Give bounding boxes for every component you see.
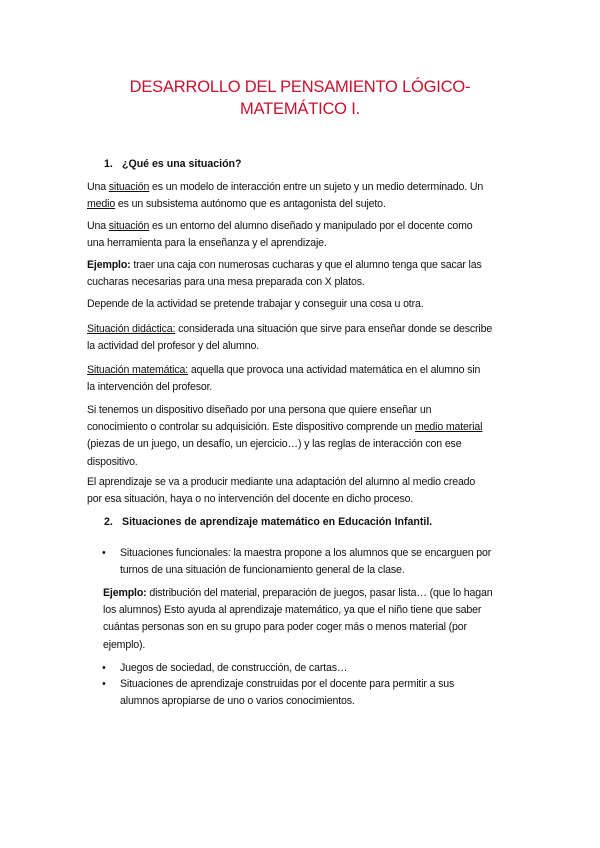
term-situacion-didactica: Situación didáctica: — [87, 323, 176, 335]
list-item-juegos — [120, 660, 516, 677]
text: Situaciones funcionales: la maestra propone a los alumnos que se encarguen por — [120, 547, 492, 559]
term-situacion: situación — [108, 181, 150, 193]
text: conocimiento o controlar su adquisición. Este dispositivo comprende un — [87, 421, 415, 434]
text: la intervención del profesor. — [87, 381, 213, 394]
text: traer una caja con numerosas cucharas y que el alumno tenga que sacar las — [130, 259, 482, 271]
example-label: Ejemplo: — [103, 587, 147, 599]
bullet-icon: • — [102, 547, 106, 559]
text: Una — [87, 181, 109, 193]
paragraph-situacion-definition — [87, 179, 515, 213]
paragraph-situacion-entorno — [87, 218, 515, 252]
paragraph-ejemplo-material — [103, 585, 516, 654]
text: dispositivo. — [87, 455, 138, 468]
paragraph-ejemplo-cucharas — [87, 257, 515, 291]
text: distribución del material, preparación de juegos, pasar lista… (que lo hagan — [146, 587, 493, 599]
section-2-heading: Situaciones de aprendizaje matemático en Educación Infantil. — [122, 516, 433, 528]
list-item-situaciones-funcionales — [120, 545, 516, 579]
text: por esa situación, haya o no intervención del docente en dicho proceso. — [87, 493, 414, 506]
paragraph-situacion-didactica — [87, 321, 515, 355]
term-medio: medio — [87, 198, 116, 211]
text: cucharas necesarias para una mesa preparada con X platos. — [87, 276, 365, 289]
text: es un entorno del alumno diseñado y manipulado por el docente como — [149, 220, 473, 232]
paragraph-depende — [87, 296, 515, 313]
text: considerada una situación que sirve para enseñar donde se describe — [175, 323, 493, 335]
list-item-situaciones-construidas — [120, 676, 516, 710]
text: turnos de una situación de funcionamiento general de la clase. — [120, 564, 405, 577]
text: Depende de la actividad se pretende trabajar y conseguir una cosa u otra. — [87, 298, 424, 310]
text: Una — [87, 220, 109, 232]
text: ejemplo). — [103, 638, 146, 651]
text: los alumnos) Esto ayuda al aprendizaje matemático, ya que el niño tiene que saber — [103, 604, 482, 617]
term-situacion: situación — [108, 220, 150, 232]
text: es un modelo de interacción entre un sujeto y un medio determinado. Un — [149, 181, 484, 193]
paragraph-dispositivo — [87, 402, 515, 471]
text: Situaciones de aprendizaje construidas por el docente para permitir a sus — [120, 678, 455, 690]
section-2-number: 2. — [104, 516, 113, 528]
term-situacion-matematica: Situación matemática: — [87, 364, 189, 376]
text: una herramienta para la enseñanza y el aprendizaje. — [87, 237, 327, 250]
text: Juegos de sociedad, de construcción, de cartas… — [120, 662, 348, 674]
text: es un subsistema autónomo que es antagonista del sujeto. — [115, 198, 386, 211]
text: Si tenemos un dispositivo diseñado por una persona que quiere enseñar un — [87, 404, 432, 416]
text: El aprendizaje se va a producir mediante una adaptación del alumno al medio creado — [87, 476, 476, 488]
text: (piezas de un juego, un desafío, un ejercicio…) y las reglas de interacción con ese — [87, 438, 462, 451]
paragraph-aprendizaje — [87, 474, 515, 508]
bullet-icon: • — [102, 678, 106, 690]
text: aquella que provoca una actividad matemática en el alumno sin — [188, 364, 481, 376]
title-line-1: DESARROLLO DEL PENSAMIENTO LÓGICO- — [129, 78, 471, 96]
text: la actividad del profesor y del alumno. — [87, 340, 259, 353]
text: cuántas personas son en su grupo para poder coger más o menos material (por — [103, 621, 467, 634]
bullet-icon: • — [102, 662, 106, 674]
page-title — [80, 76, 520, 120]
section-1-number: 1. — [104, 158, 113, 170]
title-line-2: MATEMÁTICO I. — [240, 100, 360, 118]
section-1-heading: ¿Qué es una situación? — [122, 158, 242, 170]
example-label: Ejemplo: — [87, 259, 131, 271]
text: alumnos apropiarse de uno o varios conocimientos. — [120, 695, 355, 708]
paragraph-situacion-matematica — [87, 362, 515, 396]
term-medio-material: medio material — [414, 421, 483, 434]
